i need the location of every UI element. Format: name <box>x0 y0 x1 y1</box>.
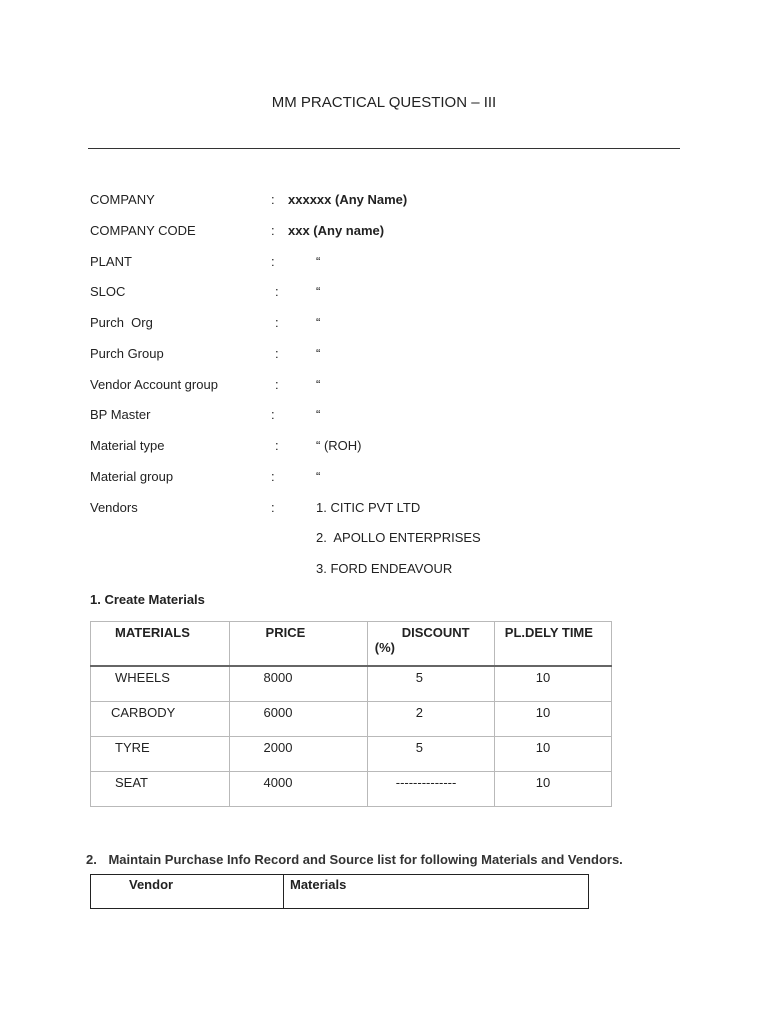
field-colon: : <box>275 438 279 453</box>
field-colon: : <box>275 377 279 392</box>
field-label: BP Master <box>90 407 151 422</box>
field-label: Vendor Account group <box>90 377 218 392</box>
field-value: xxxxxx (Any Name) <box>288 192 408 207</box>
table-row <box>91 666 612 702</box>
table-cell: CARBODY <box>91 702 230 737</box>
field-value: “ <box>316 254 321 269</box>
field-value: “ <box>316 346 321 361</box>
column-header-pl-dely-time: PL.DELY TIME <box>494 622 611 667</box>
vendor-item: 2. APOLLO ENTERPRISES <box>316 530 481 545</box>
field-label: Material type <box>90 438 165 453</box>
field-bp-master <box>90 407 690 427</box>
table-cell: 5 <box>367 666 494 702</box>
table-cell: 5 <box>367 737 494 772</box>
field-label: COMPANY <box>90 192 155 207</box>
field-company-code <box>90 223 690 243</box>
field-label: Material group <box>90 469 174 484</box>
field-colon: : <box>275 284 279 299</box>
vendor-item: 3. FORD ENDEAVOUR <box>316 561 453 576</box>
table-cell: 10 <box>494 666 611 702</box>
column-header-materials: MATERIALS <box>91 622 230 667</box>
field-value: “ <box>316 407 321 422</box>
column-header-price: PRICE <box>229 622 367 667</box>
table-header-row <box>91 875 589 909</box>
vendor-materials-table <box>90 874 589 909</box>
field-sloc <box>90 284 690 304</box>
field-colon: : <box>271 407 275 422</box>
discount-label: DISCOUNT <box>401 625 470 640</box>
field-company <box>90 192 690 212</box>
field-value: “ <box>316 469 321 484</box>
table-row <box>91 772 612 807</box>
section-heading-info-record <box>86 852 623 867</box>
field-label: SLOC <box>90 284 126 299</box>
table-header-row <box>91 622 612 667</box>
table-cell: 4000 <box>229 772 367 807</box>
table-cell: WHEELS <box>91 666 230 702</box>
table-cell: 10 <box>494 737 611 772</box>
table-cell: TYRE <box>91 737 230 772</box>
field-value: “ <box>316 315 321 330</box>
field-purch-group <box>90 346 690 366</box>
section-number: 2. <box>86 852 97 867</box>
table-row <box>91 737 612 772</box>
field-colon: : <box>275 346 279 361</box>
table-cell: 8000 <box>229 666 367 702</box>
field-colon: : <box>275 315 279 330</box>
field-label: Purch Group <box>90 346 164 361</box>
table-cell: -------------- <box>367 772 494 807</box>
field-colon: : <box>271 223 275 238</box>
field-colon: : <box>271 254 275 269</box>
section-heading-create-materials: 1. Create Materials <box>90 592 205 607</box>
field-vendor-account-group <box>90 377 690 397</box>
column-header-vendor: Vendor <box>91 875 284 909</box>
column-header-discount <box>367 622 494 667</box>
field-value: “ (ROH) <box>316 438 362 453</box>
materials-table <box>90 621 612 807</box>
field-plant <box>90 254 690 274</box>
column-header-materials: Materials <box>284 875 589 909</box>
table-cell: 6000 <box>229 702 367 737</box>
table-cell: 2 <box>367 702 494 737</box>
field-colon: : <box>271 500 275 515</box>
field-purch-org <box>90 315 690 335</box>
table-cell: 10 <box>494 772 611 807</box>
field-value: “ <box>316 284 321 299</box>
field-colon: : <box>271 192 275 207</box>
field-value: xxx (Any name) <box>288 223 385 238</box>
field-value: 1. CITIC PVT LTD <box>316 500 421 515</box>
table-cell: 10 <box>494 702 611 737</box>
table-cell: SEAT <box>91 772 230 807</box>
field-material-group <box>90 469 690 489</box>
section-title: Maintain Purchase Info Record and Source list for following Materials and Vendors. <box>108 852 623 867</box>
field-vendors <box>90 500 690 520</box>
field-value: “ <box>316 377 321 392</box>
field-colon: : <box>271 469 275 484</box>
discount-unit: (%) <box>374 640 395 655</box>
field-label: Purch Org <box>90 315 153 330</box>
table-cell: 2000 <box>229 737 367 772</box>
table-row <box>91 702 612 737</box>
field-material-type <box>90 438 690 458</box>
field-label: COMPANY CODE <box>90 223 196 238</box>
field-label: PLANT <box>90 254 132 269</box>
field-label: Vendors <box>90 500 138 515</box>
document-title: MM PRACTICAL QUESTION – III <box>271 94 497 111</box>
title-divider <box>88 148 680 149</box>
